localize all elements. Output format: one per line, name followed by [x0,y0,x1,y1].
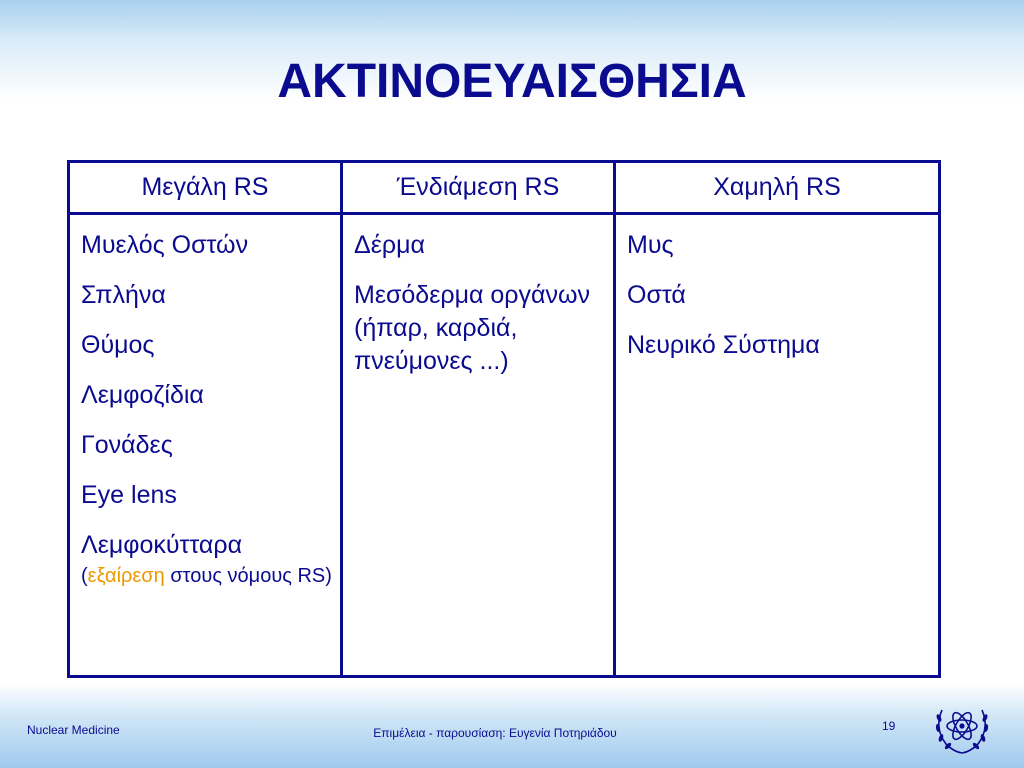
cell-intermediate-rs [342,214,615,677]
list-item: Μεσόδερμα οργάνων (ήπαρ, καρδιά, πνεύμονες ...) [354,281,590,375]
list-item: Eye lens [81,481,177,509]
list-item: Λεμφοκύτταρα [81,531,243,559]
header-low-rs: Χαμηλή RS [615,162,940,214]
note-rest: στους νόμους RS) [164,565,332,587]
radiosensitivity-table [67,160,941,678]
slide-title: ΑΚΤΙΝΟΕΥΑΙΣΘΗΣΙΑ [277,55,747,109]
list-item: Γονάδες [81,431,173,459]
iaea-emblem-icon [930,700,994,758]
exception-note [81,562,340,590]
table-body-row [69,214,940,677]
cell-low-rs [615,214,940,677]
list-item: Νευρικό Σύστημα [627,331,820,359]
exception-highlight: εξαίρεση [87,565,165,587]
list-item: Θύμος [81,331,155,359]
footer-course-name: Nuclear Medicine [27,723,120,737]
header-intermediate-rs: Ένδιάμεση RS [342,162,615,214]
list-item: Οστά [627,281,686,309]
list-item: Σπλήνα [81,281,166,309]
list-item: Λεμφοζίδια [81,381,204,409]
list-item: Μυελός Οστών [81,231,249,259]
header-high-rs: Μεγάλη RS [69,162,342,214]
page-number: 19 [882,719,896,733]
cell-high-rs [69,214,342,677]
table-header-row [69,162,940,214]
note-open: ( [81,565,88,587]
list-item: Δέρμα [354,231,425,259]
list-item: Μυς [627,231,674,259]
footer-credit: Επιμέλεια - παρουσίαση: Ευγενία Ποτηριάδου [373,726,617,740]
